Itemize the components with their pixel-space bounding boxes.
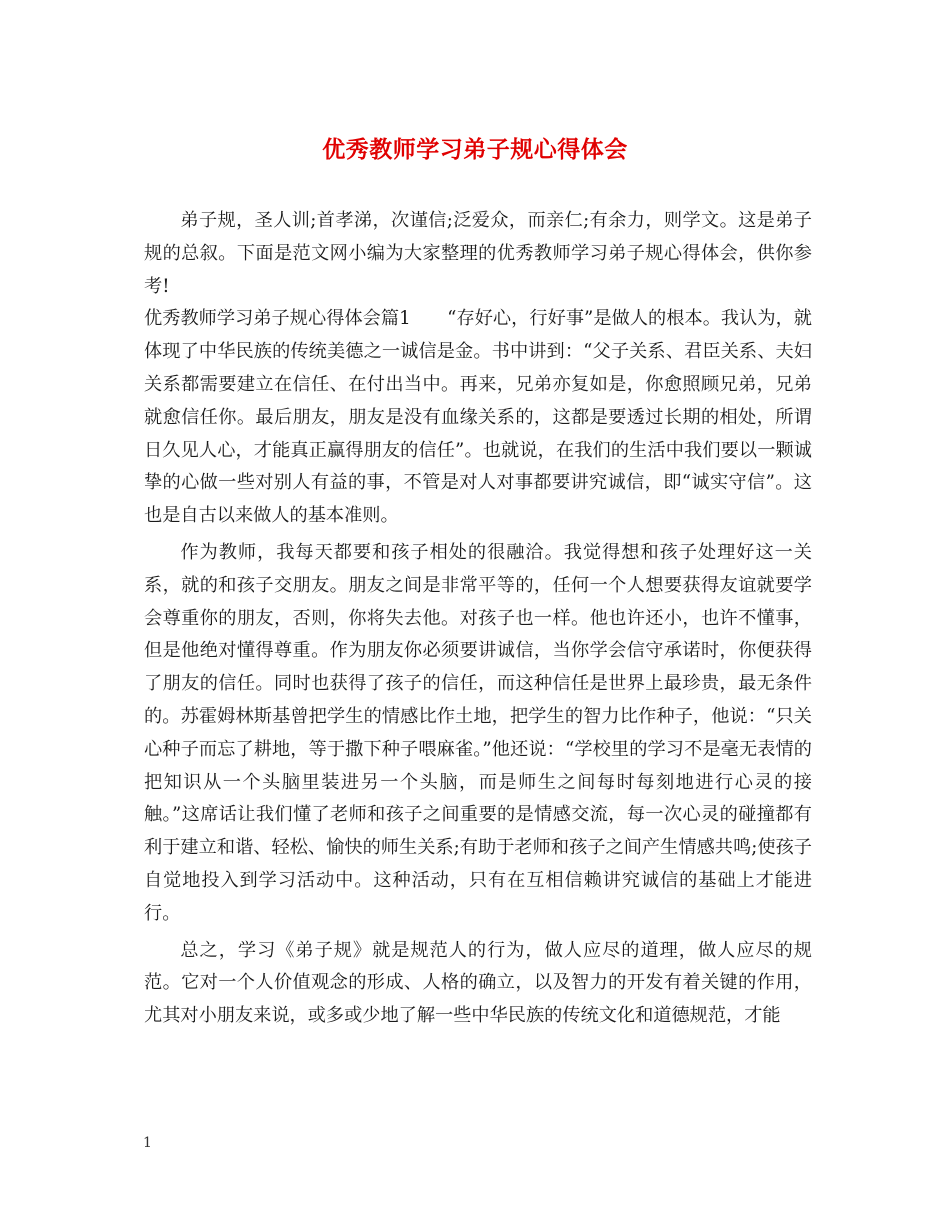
document-body: [144, 205, 812, 1033]
section-paragraph-2: 作为教师，我每天都要和孩子相处的很融洽。我觉得想和孩子处理好这一关系，就的和孩子交朋友。朋友之间是非常平等的，任何一个人想要获得友谊就要学会尊重你的朋友，否则，你将失去他。对孩子也一样。他也许还小，也许不懂事，但是他绝对懂得尊重。作为朋友你必须要讲诚信，当你学会信守承诺时，你便获得了朋友的信任。同时也获得了孩子的信任，而这种信任是世界上最珍贵，最无条件的。苏霍姆林斯基曾把学生的情感比作土地，把学生的智力比作种子，他说：“只关心种子而忘了耕地，等于撒下种子喂麻雀。”他还说：“学校里的学习不是毫无表情的把知识从一个头脑里装进另一个头脑，而是师生之间每时每刻地进行心灵的接触。”这席话让我们懂了老师和孩子之间重要的是情感交流，每一次心灵的碰撞都有利于建立和谐、轻松、愉快的师生关系;有助于老师和孩子之间产生情感共鸣;使孩子自觉地投入到学习活动中。这种活动，只有在互相信赖讲究诚信的基础上才能进行。: [144, 541, 812, 924]
intro-paragraph: 弟子规，圣人训;首孝涕，次谨信;泛爱众，而亲仁;有余力，则学文。这是弟子规的总叙。下面是范文网小编为大家整理的优秀教师学习弟子规心得体会，供你参考!: [144, 210, 812, 297]
document-title: 优秀教师学习弟子规心得体会: [322, 136, 628, 163]
page-number: 1: [143, 1135, 152, 1151]
section-paragraph-3: 总之，学习《弟子规》就是规范人的行为，做人应尽的道理，做人应尽的规范。它对一个人价值观念的形成、人格的确立，以及智力的开发有着关键的作用，尤其对小朋友来说，或多或少地了解一些中华民族的传统文化和道德规范，才能: [144, 939, 812, 1027]
section-paragraph-1: 优秀教师学习弟子规心得体会篇1 “存好心，行好事”是做人的根本。我认为，就体现了中华民族的传统美德之一诚信是金。书中讲到：“父子关系、君臣关系、夫妇关系都需要建立在信任、在付出当中。再来，兄弟亦复如是，你愈照顾兄弟，兄弟就愈信任你。最后朋友，朋友是没有血缘关系的，这都是要透过长期的相处，所谓日久见人心，才能真正赢得朋友的信任”。也就说，在我们的生活中我们要以一颗诚挚的心做一些对别人有益的事，不管是对人对事都要讲究诚信，即“诚实守信”。这也是自古以来做人的基本准则。: [144, 308, 812, 527]
